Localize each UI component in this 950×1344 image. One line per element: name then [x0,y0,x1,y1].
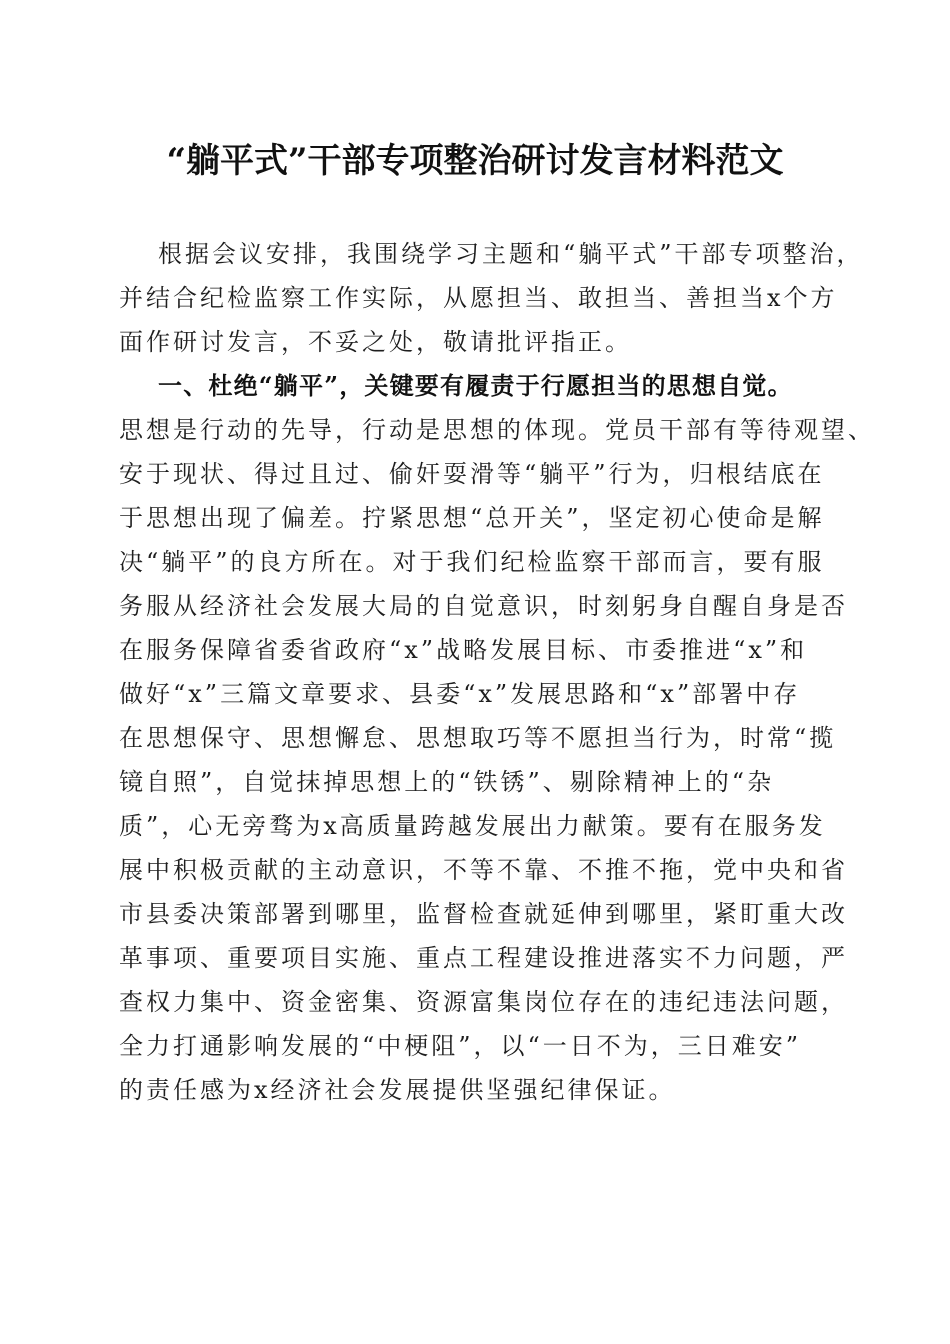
intro-line: 根据会议安排，我围绕学习主题和“躺平式”干部专项整治， [158,240,864,268]
body-line: 镜自照”，自觉抹掉思想上的“铁锈”、剔除精神上的“杂 [119,768,775,796]
body-line: 的责任感为x经济社会发展提供坚强纪律保证。 [119,1076,676,1104]
body-line: 全力打通影响发展的“中梗阻”，以“一日不为，三日难安” [119,1032,802,1060]
body-line: 革事项、重要项目实施、重点工程建设推进落实不力问题，严 [119,944,848,972]
body-line: 质”，心无旁骛为x高质量跨越发展出力献策。要有在服务发 [119,812,826,840]
intro-line: 面作研讨发言，不妥之处，敬请批评指正。 [119,328,632,356]
intro-line: 并结合纪检监察工作实际，从愿担当、敢担当、善担当x个方 [119,284,838,312]
body-line: 在服务保障省委省政府“x”战略发展目标、市委推进“x”和 [119,636,808,664]
body-line: 在思想保守、思想懈怠、思想取巧等不愿担当行为，时常“揽 [119,724,837,752]
body-line: 展中积极贡献的主动意识，不等不靠、不推不拖，党中央和省 [119,856,848,884]
section-heading: 一、杜绝“躺平”，关键要有履责于行愿担当的思想自觉。 [158,371,793,400]
body-line: 市县委决策部署到哪里，监督检查就延伸到哪里，紧盯重大改 [119,900,848,928]
body-line: 务服从经济社会发展大局的自觉意识，时刻躬身自醒自身是否 [119,592,848,620]
body-line: 思想是行动的先导，行动是思想的体现。党员干部有等待观望、 [119,416,875,444]
body-line: 于思想出现了偏差。拧紧思想“总开关”，坚定初心使命是解 [119,504,825,532]
document-title: “躺平式”干部专项整治研讨发言材料范文 [166,141,784,181]
body-line: 做好“x”三篇文章要求、县委“x”发展思路和“x”部署中存 [119,680,801,708]
body-line: 查权力集中、资金密集、资源富集岗位存在的违纪违法问题， [119,988,848,1016]
body-line: 决“躺平”的良方所在。对于我们纪检监察干部而言，要有服 [119,548,825,576]
body-line: 安于现状、得过且过、偷奸耍滑等“躺平”行为，归根结底在 [119,460,825,488]
